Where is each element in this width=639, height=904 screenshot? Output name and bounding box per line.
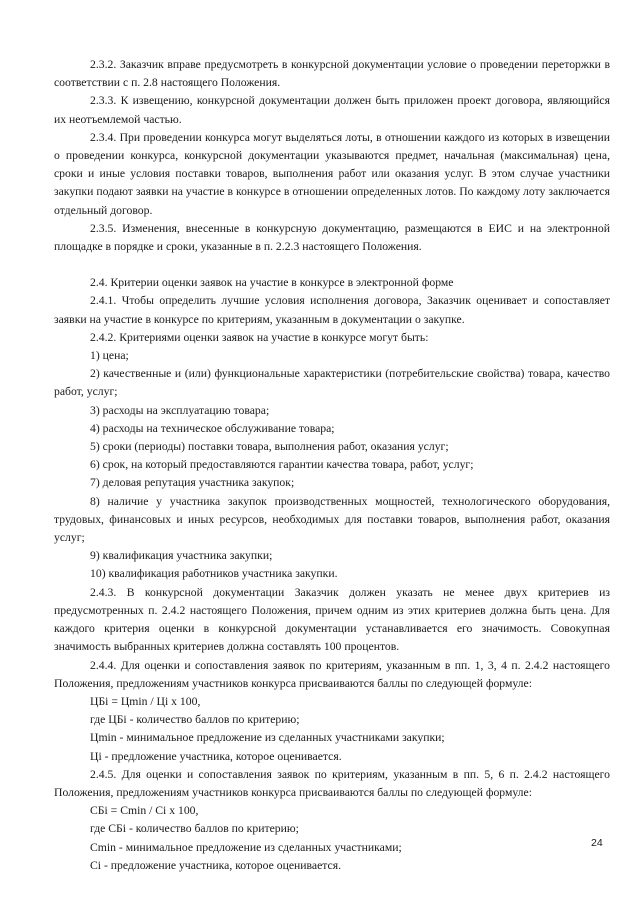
formula-line: Ci - предложение участника, которое оценивается. bbox=[90, 858, 341, 872]
formula-line: Цmin - минимальное предложение из сделанных участниками закупки; bbox=[90, 731, 445, 745]
formula-line: Cmin - минимальное предложение из сделанных участниками; bbox=[90, 840, 402, 854]
criteria-item: 8) наличие у участника закупок производственных мощностей, технологического оборудования, трудовых, финансовых и иных ресурсов, необходимых для поставки товаров, выполнения работ, оказания услуг; bbox=[54, 494, 610, 545]
section-spacer bbox=[54, 256, 610, 274]
paragraph-2-4-1: 2.4.1. Чтобы определить лучшие условия исполнения договора, Заказчик оценивает и сопоставляет заявки на участие в конкурсе по критериям, указанным в документации о закупке. bbox=[54, 294, 610, 326]
paragraph-2-4-2: 2.4.2. Критериями оценки заявок на участие в конкурсе могут быть: bbox=[90, 330, 429, 344]
paragraph-2-3-4: 2.3.4. При проведении конкурса могут выделяться лоты, в отношении каждого из которых в извещении о проведении конкурса, конкурсной документации указываются предмет, начальная (максимальная) цена, сроки и иные условия поставки товаров, выполнения работ или оказания услуг. В этом случае участники закупки подают заявки на участие в конкурсе в отношении определенных лотов. По каждому лоту заключается отдельный договор. bbox=[54, 130, 610, 217]
criteria-item: 3) расходы на эксплуатацию товара; bbox=[90, 403, 270, 417]
formula-line: ЦБi = Цmin / Цi x 100, bbox=[90, 694, 201, 708]
criteria-item: 6) срок, на который предоставляются гарантии качества товара, работ, услуг; bbox=[90, 458, 474, 472]
criteria-item: 1) цена; bbox=[90, 349, 129, 363]
criteria-item: 10) квалификация работников участника закупки. bbox=[90, 567, 338, 581]
section-heading-2-4: 2.4. Критерии оценки заявок на участие в конкурсе в электронной форме bbox=[90, 276, 454, 290]
paragraph-2-3-2: 2.3.2. Заказчик вправе предусмотреть в конкурсной документации условие о проведении переторжки в соответствии с п. 2.8 настоящего Положения. bbox=[54, 58, 610, 90]
page-number: 24 bbox=[591, 837, 603, 849]
criteria-item: 5) сроки (периоды) поставки товара, выполнения работ, оказания услуг; bbox=[90, 440, 449, 454]
criteria-item: 7) деловая репутация участника закупок; bbox=[90, 476, 295, 490]
document-body bbox=[54, 56, 610, 875]
paragraph-2-4-5: 2.4.5. Для оценки и сопоставления заявок по критериям, указанным в пп. 5, 6 п. 2.4.2 настоящего Положения, предложениям участников конкурса присваиваются баллы по следующей формуле: bbox=[54, 767, 610, 799]
criteria-item: 4) расходы на техническое обслуживание товара; bbox=[90, 421, 335, 435]
formula-line: где СБi - количество баллов по критерию; bbox=[90, 822, 299, 836]
paragraph-2-3-3: 2.3.3. К извещению, конкурсной документации должен быть приложен проект договора, являющийся их неотъемлемой частью. bbox=[54, 94, 610, 126]
criteria-item: 9) квалификация участника закупки; bbox=[90, 549, 273, 563]
paragraph-2-3-5: 2.3.5. Изменения, внесенные в конкурсную документацию, размещаются в ЕИС и на электронной площадке в порядке и сроки, указанные в п. 2.2.3 настоящего Положения. bbox=[54, 221, 610, 254]
criteria-item: 2) качественные и (или) функциональные характеристики (потребительские свойства) товара, качество работ, услуг; bbox=[54, 367, 610, 399]
formula-line: СБi = Cmin / Ci x 100, bbox=[90, 804, 199, 818]
paragraph-2-4-4: 2.4.4. Для оценки и сопоставления заявок по критериям, указанным в пп. 1, 3, 4 п. 2.4.2 настоящего Положения, предложениям участников конкурса присваиваются баллы по следующей формуле: bbox=[54, 658, 610, 690]
paragraph-2-4-3: 2.4.3. В конкурсной документации Заказчик должен указать не менее двух критериев из предусмотренных п. 2.4.2 настоящего Положения, причем одним из этих критериев должна быть цена. Для каждого критерия оценки в конкурсной документации устанавливается его значимость. Совокупная значимость выбранных критериев должна составлять 100 процентов. bbox=[54, 585, 610, 654]
formula-line: где ЦБi - количество баллов по критерию; bbox=[90, 713, 300, 727]
formula-line: Цi - предложение участника, которое оценивается. bbox=[90, 749, 342, 763]
